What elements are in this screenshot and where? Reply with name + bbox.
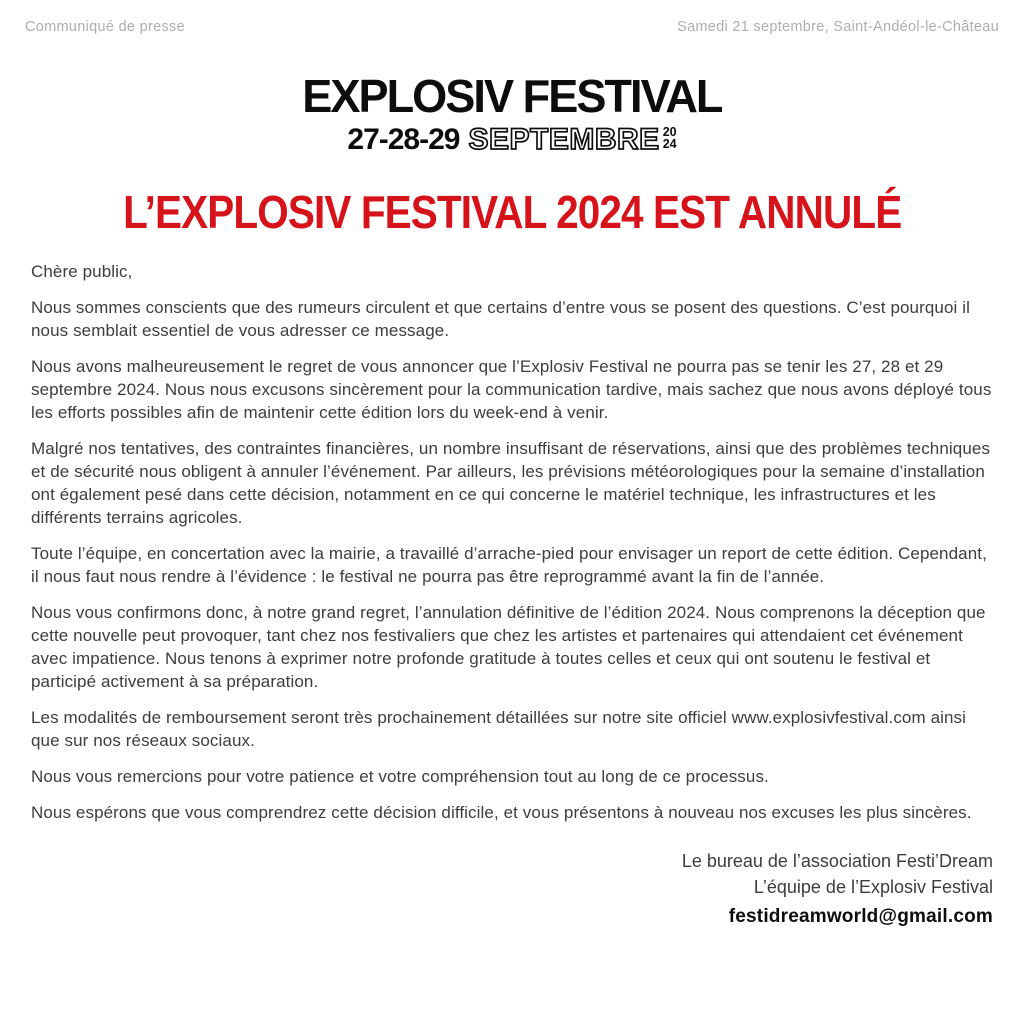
logo-dates: 27-28-29 xyxy=(347,123,460,156)
paragraph-refunds: Les modalités de remboursement seront très prochainement détaillées sur notre site officiel www.explosivfestival.com ainsi que sur nos réseaux sociaux. xyxy=(31,708,967,750)
paragraph-no-reschedule: Toute l’équipe, en concertation avec la mairie, a travaillé d’arrache-pied pour envisager un report de cette édition. Cependant, il nous faut nous rendre à l’évidence : le festival ne pourra pas être reprogrammé avant la fin de l’année. xyxy=(31,544,987,586)
headline-container xyxy=(0,185,1024,239)
body-text xyxy=(0,239,1024,824)
signature-block xyxy=(0,848,1024,930)
logo-month-outline: SEPTEMBRE xyxy=(468,123,660,156)
paragraph-announcement: Nous avons malheureusement le regret de vous annoncer que l’Explosiv Festival ne pourra pas se tenir les 27, 28 et 29 septembre 2024. Nous nous excusons sincèrement pour la communication tardive, mais sachez que nous avons déployé tous les efforts possibles afin de maintenir cette édition lors du week-end à venir. xyxy=(31,357,992,422)
cancellation-headline: L’EXPLOSIV FESTIVAL 2024 EST ANNULÉ xyxy=(122,186,902,238)
header xyxy=(0,0,1024,35)
paragraph-apology: Nous espérons que vous comprendrez cette décision difficile, et vous présentons à nouveau nos excuses les plus sincères. xyxy=(31,803,972,822)
document-type-label: Communiqué de presse xyxy=(25,19,185,35)
paragraph-reasons: Malgré nos tentatives, des contraintes financières, un nombre insuffisant de réservations, ainsi que des problèmes techniques et de sécurité nous obligent à annuler l’événement. Par ailleurs, les prévisions météorologiques pour la semaine d’installation ont également pesé dans cette décision, notamment en ce qui concerne le matériel technique, les infrastructures et les différents terrains agricoles. xyxy=(31,439,991,527)
signature-team: L’équipe de l’Explosiv Festival xyxy=(753,877,993,897)
logo-year-bottom: 24 xyxy=(662,136,677,151)
signature-association: Le bureau de l’association Festi’Dream xyxy=(681,851,993,871)
logo-title: EXPLOSIV FESTIVAL xyxy=(302,70,722,122)
paragraph-confirmation: Nous vous confirmons donc, à notre grand regret, l’annulation définitive de l’édition 2024. Nous comprenons la déception que cette nouvelle peut provoquer, tant chez nos festivaliers que chez les artistes et partenaires qui attendaient cet événement avec impatience. Nous tenons à exprimer notre profonde gratitude à toutes celles et ceux qui ont soutenu le festival et participé activement à sa préparation. xyxy=(31,603,986,691)
salutation: Chère public, xyxy=(31,262,133,281)
paragraph-rumors: Nous sommes conscients que des rumeurs circulent et que certains d’entre vous se posent des questions. C’est pourquoi il nous semblait essentiel de vous adresser ce message. xyxy=(31,298,970,340)
logo-subtitle xyxy=(0,125,1024,155)
contact-email: festidreamworld@gmail.com xyxy=(728,906,993,927)
date-location-label: Samedi 21 septembre, Saint-Andéol-le-Château xyxy=(677,19,999,35)
logo-year-stack xyxy=(663,127,677,151)
logo-year-top: 20 xyxy=(662,125,677,139)
paragraph-thanks: Nous vous remercions pour votre patience et votre compréhension tout au long de ce processus. xyxy=(31,767,769,786)
festival-logo xyxy=(0,70,1024,156)
